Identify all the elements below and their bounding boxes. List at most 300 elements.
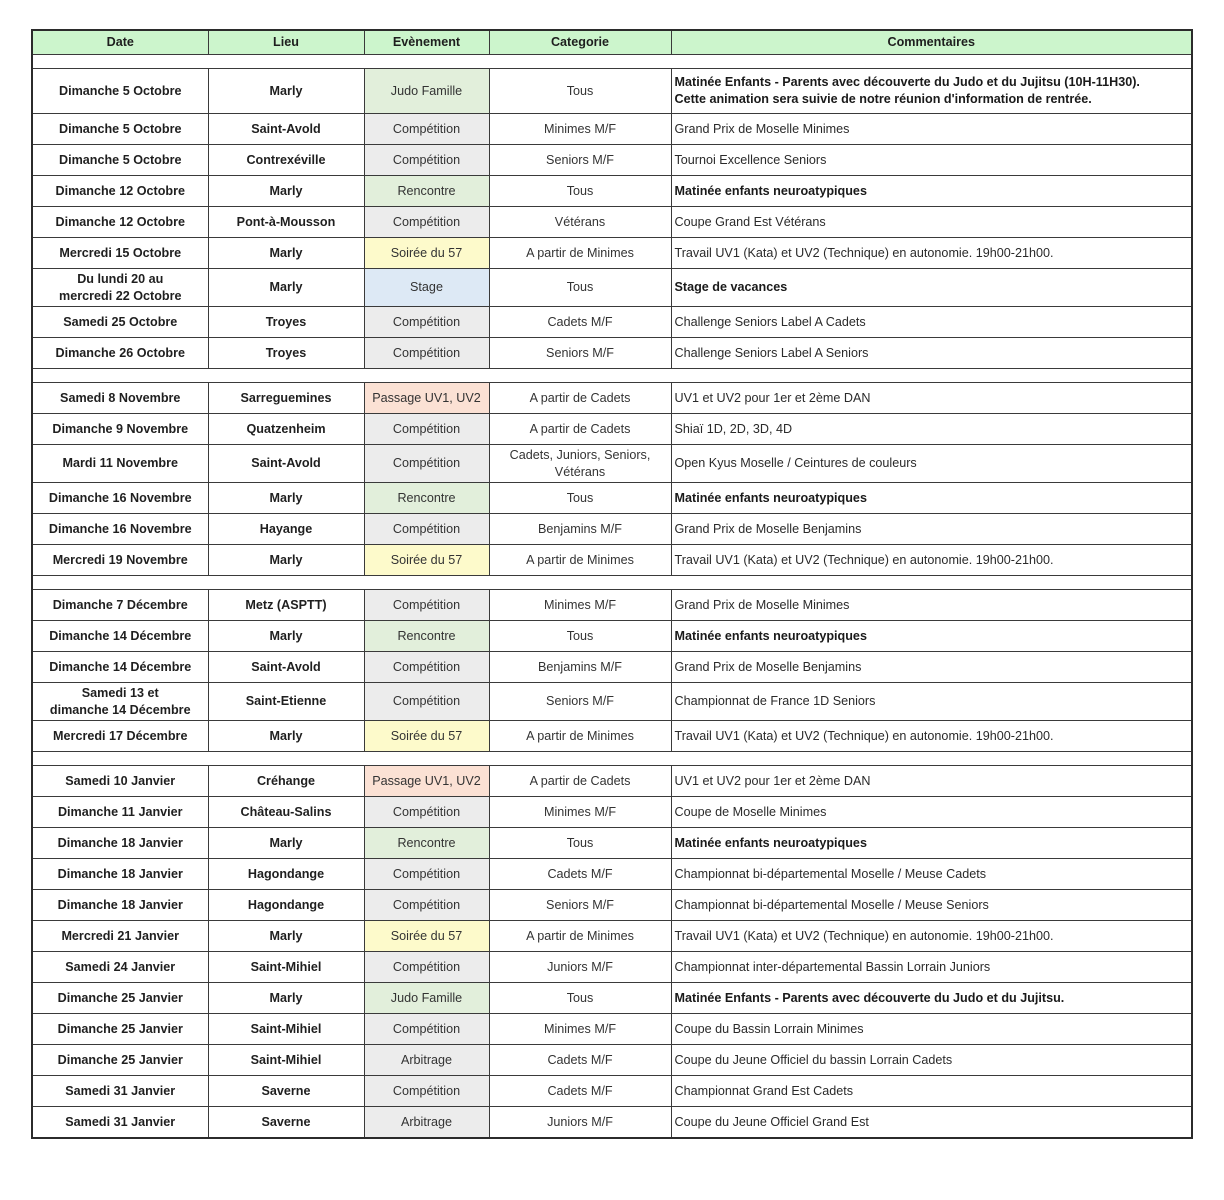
categorie-cell: [489, 721, 671, 752]
commentaire-text: Matinée enfants neuroatypiques: [674, 490, 867, 505]
categorie-cell: [489, 307, 671, 338]
categorie-text: Vétérans: [554, 214, 606, 229]
event-type-text: Rencontre: [397, 628, 456, 643]
lieu-cell: [208, 114, 364, 145]
categorie-cell: [489, 514, 671, 545]
event-type-text: Compétition: [392, 314, 461, 329]
date-text: Dimanche 7 Décembre: [52, 597, 188, 612]
lieu-text: Hagondange: [247, 897, 325, 912]
lieu-cell: [208, 483, 364, 514]
table-row: [32, 338, 1192, 369]
categorie-text: A partir de Minimes: [526, 728, 634, 743]
section-separator: [32, 55, 1192, 69]
commentaire-cell: [671, 652, 1192, 683]
commentaire-cell: [671, 766, 1192, 797]
lieu-cell: [208, 683, 364, 721]
date-cell: [32, 238, 208, 269]
date-text: Dimanche 16 Novembre: [48, 521, 192, 536]
table-row: [32, 590, 1192, 621]
commentaire-text: Coupe du Jeune Officiel du bassin Lorrain Cadets: [674, 1052, 953, 1067]
header-row: [32, 30, 1192, 55]
lieu-cell: [208, 207, 364, 238]
categorie-cell: [489, 114, 671, 145]
categorie-text: Minimes M/F: [543, 1021, 617, 1036]
lieu-text: Saverne: [261, 1114, 311, 1129]
event-type-cell: [364, 983, 489, 1014]
date-text: Dimanche 18 Janvier: [57, 897, 183, 912]
event-type-text: Passage UV1, UV2: [372, 773, 481, 788]
lieu-text: Pont-à-Mousson: [236, 214, 336, 229]
commentaire-text: Grand Prix de Moselle Minimes: [674, 121, 850, 136]
categorie-cell: [489, 414, 671, 445]
table-row: [32, 483, 1192, 514]
lieu-text: Marly: [269, 990, 303, 1005]
date-text: Samedi 25 Octobre: [63, 314, 178, 329]
categorie-text: Benjamins M/F: [538, 659, 622, 674]
commentaire-text: Coupe de Moselle Minimes: [674, 804, 827, 819]
event-type-text: Compétition: [392, 1021, 461, 1036]
categorie-text: Tous: [566, 835, 594, 850]
date-text: Dimanche 5 Octobre: [59, 83, 182, 98]
date-cell: [32, 69, 208, 114]
table-row: [32, 983, 1192, 1014]
lieu-cell: [208, 797, 364, 828]
date-cell: [32, 983, 208, 1014]
event-type-text: Passage UV1, UV2: [372, 390, 481, 405]
event-type-cell: [364, 797, 489, 828]
date-text: Dimanche 14 Décembre: [49, 659, 192, 674]
lieu-text: Marly: [269, 245, 303, 260]
categorie-text: Minimes M/F: [543, 804, 617, 819]
categorie-cell: [489, 921, 671, 952]
date-text: Samedi 24 Janvier: [65, 959, 176, 974]
date-cell: [32, 797, 208, 828]
lieu-cell: [208, 414, 364, 445]
lieu-text: Saint-Mihiel: [250, 1021, 322, 1036]
lieu-cell: [208, 1107, 364, 1139]
lieu-text: Saint-Mihiel: [250, 1052, 322, 1067]
categorie-text: Tous: [566, 990, 594, 1005]
table-row: [32, 69, 1192, 114]
categorie-cell: [489, 145, 671, 176]
commentaire-text-line2: Cette animation sera suivie de notre réunion d'information de rentrée.: [674, 92, 1092, 106]
lieu-cell: [208, 890, 364, 921]
event-type-cell: [364, 721, 489, 752]
lieu-text: Hayange: [259, 521, 313, 536]
commentaire-cell: [671, 797, 1192, 828]
commentaire-cell: [671, 828, 1192, 859]
commentaire-text: Challenge Seniors Label A Cadets: [674, 314, 866, 329]
lieu-text: Marly: [269, 280, 303, 294]
table-row: [32, 921, 1192, 952]
date-text: Du lundi 20 au: [77, 271, 164, 286]
event-type-cell: [364, 269, 489, 307]
event-type-cell: [364, 859, 489, 890]
event-type-cell: [364, 383, 489, 414]
commentaire-cell: [671, 590, 1192, 621]
date-cell: [32, 383, 208, 414]
categorie-text: Cadets M/F: [547, 1083, 613, 1098]
lieu-cell: [208, 238, 364, 269]
commentaire-text: Grand Prix de Moselle Benjamins: [674, 521, 862, 536]
header-lieu: Lieu: [208, 30, 364, 55]
date-text: Dimanche 18 Janvier: [57, 835, 183, 850]
date-cell: [32, 621, 208, 652]
categorie-cell: [489, 590, 671, 621]
lieu-cell: [208, 269, 364, 307]
categorie-cell: [489, 1014, 671, 1045]
date-cell: [32, 1045, 208, 1076]
table-row: [32, 859, 1192, 890]
lieu-text: Saint-Avold: [251, 456, 321, 470]
commentaire-cell: [671, 983, 1192, 1014]
categorie-text: Tous: [566, 628, 594, 643]
lieu-cell: [208, 1014, 364, 1045]
lieu-text: Quatzenheim: [246, 421, 326, 436]
date-cell: [32, 514, 208, 545]
date-text: Samedi 13 et: [81, 685, 159, 700]
date-text: Mercredi 17 Décembre: [53, 728, 188, 743]
lieu-text: Saint-Etienne: [245, 694, 327, 708]
lieu-cell: [208, 652, 364, 683]
commentaire-text: Coupe Grand Est Vétérans: [674, 214, 826, 229]
commentaire-cell: [671, 921, 1192, 952]
categorie-text: Seniors M/F: [546, 897, 614, 912]
event-type-text: Rencontre: [397, 183, 456, 198]
commentaire-text: Championnat de France 1D Seniors: [674, 694, 876, 708]
commentaire-text: Matinée Enfants - Parents avec découverte du Judo et du Jujitsu (10H-11H30).: [674, 75, 1140, 89]
categorie-cell: [489, 828, 671, 859]
date-cell: [32, 683, 208, 721]
event-type-cell: [364, 1014, 489, 1045]
event-type-text: Compétition: [392, 866, 461, 881]
event-type-cell: [364, 652, 489, 683]
event-type-text: Soirée du 57: [390, 728, 463, 743]
event-type-text: Compétition: [392, 214, 461, 229]
date-cell: [32, 828, 208, 859]
date-cell: [32, 483, 208, 514]
commentaire-text: Challenge Seniors Label A Seniors: [674, 345, 869, 360]
categorie-cell: [489, 1045, 671, 1076]
event-type-cell: [364, 1107, 489, 1139]
event-type-text: Compétition: [392, 897, 461, 912]
separator-cell: [32, 576, 1192, 590]
table-row: [32, 766, 1192, 797]
date-cell: [32, 176, 208, 207]
categorie-cell: [489, 207, 671, 238]
date-cell: [32, 1076, 208, 1107]
lieu-cell: [208, 69, 364, 114]
commentaire-cell: [671, 307, 1192, 338]
table-row: [32, 545, 1192, 576]
lieu-text: Troyes: [265, 314, 307, 329]
commentaire-text: UV1 et UV2 pour 1er et 2ème DAN: [674, 390, 871, 405]
categorie-text: A partir de Minimes: [526, 552, 634, 567]
date-text: Dimanche 5 Octobre: [59, 121, 182, 136]
date-text: Dimanche 25 Janvier: [57, 990, 183, 1005]
table-row: [32, 952, 1192, 983]
lieu-text: Marly: [269, 835, 303, 850]
event-type-text: Compétition: [392, 152, 461, 167]
categorie-text: Minimes M/F: [543, 597, 617, 612]
date-text: Mercredi 15 Octobre: [59, 245, 182, 260]
date-cell: [32, 766, 208, 797]
lieu-text: Hagondange: [247, 866, 325, 881]
date-text: Mercredi 19 Novembre: [52, 552, 188, 567]
commentaire-cell: [671, 338, 1192, 369]
event-type-text: Rencontre: [397, 835, 456, 850]
commentaire-text: Grand Prix de Moselle Minimes: [674, 597, 850, 612]
lieu-cell: [208, 1045, 364, 1076]
date-text: Dimanche 12 Octobre: [55, 214, 185, 229]
categorie-cell: [489, 545, 671, 576]
date-text: Dimanche 18 Janvier: [57, 866, 183, 881]
commentaire-text: UV1 et UV2 pour 1er et 2ème DAN: [674, 773, 871, 788]
event-type-cell: [364, 1045, 489, 1076]
lieu-text: Marly: [269, 628, 303, 643]
date-cell: [32, 414, 208, 445]
categorie-text: Cadets M/F: [547, 866, 613, 881]
categorie-text: A partir de Cadets: [529, 773, 631, 788]
commentaire-cell: [671, 1045, 1192, 1076]
event-type-cell: [364, 890, 489, 921]
date-cell: [32, 269, 208, 307]
commentaire-cell: [671, 545, 1192, 576]
commentaire-text: Grand Prix de Moselle Benjamins: [674, 659, 862, 674]
header-categorie: Categorie: [489, 30, 671, 55]
categorie-text: Seniors M/F: [546, 345, 614, 360]
commentaire-text: Matinée enfants neuroatypiques: [674, 835, 867, 850]
lieu-text: Saint-Avold: [251, 659, 321, 674]
categorie-text: A partir de Minimes: [526, 245, 634, 260]
categorie-text-line2: Vétérans: [554, 464, 606, 479]
event-type-text: Compétition: [392, 421, 461, 436]
event-type-cell: [364, 766, 489, 797]
table-row: [32, 683, 1192, 721]
categorie-cell: [489, 176, 671, 207]
table-row: [32, 269, 1192, 307]
table-row: [32, 1014, 1192, 1045]
commentaire-cell: [671, 176, 1192, 207]
categorie-text: Juniors M/F: [547, 1114, 613, 1129]
event-type-text: Stage: [410, 280, 443, 294]
date-text: Dimanche 12 Octobre: [55, 183, 185, 198]
date-text: Dimanche 16 Novembre: [48, 490, 192, 505]
event-type-cell: [364, 514, 489, 545]
date-cell: [32, 1107, 208, 1139]
event-type-cell: [364, 338, 489, 369]
lieu-cell: [208, 145, 364, 176]
table-row: [32, 307, 1192, 338]
commentaire-text: Travail UV1 (Kata) et UV2 (Technique) en autonomie. 19h00-21h00.: [674, 728, 1054, 743]
commentaire-cell: [671, 1076, 1192, 1107]
date-text: Dimanche 14 Décembre: [49, 628, 192, 643]
commentaire-text: Matinée Enfants - Parents avec découverte du Judo et du Jujitsu.: [674, 990, 1065, 1005]
date-cell: [32, 445, 208, 483]
lieu-text: Château-Salins: [240, 804, 332, 819]
commentaire-cell: [671, 1107, 1192, 1139]
categorie-cell: [489, 69, 671, 114]
date-text: Samedi 31 Janvier: [65, 1114, 176, 1129]
event-type-cell: [364, 590, 489, 621]
date-cell: [32, 859, 208, 890]
categorie-text: Minimes M/F: [543, 121, 617, 136]
commentaire-cell: [671, 514, 1192, 545]
lieu-cell: [208, 176, 364, 207]
event-type-cell: [364, 483, 489, 514]
lieu-cell: [208, 338, 364, 369]
lieu-text: Metz (ASPTT): [245, 597, 327, 612]
categorie-text: Tous: [566, 183, 594, 198]
commentaire-cell: [671, 483, 1192, 514]
date-cell: [32, 338, 208, 369]
date-text: Samedi 31 Janvier: [65, 1083, 176, 1098]
commentaire-text: Travail UV1 (Kata) et UV2 (Technique) en autonomie. 19h00-21h00.: [674, 928, 1054, 943]
commentaire-text: Stage de vacances: [674, 280, 788, 294]
event-type-text: Compétition: [392, 345, 461, 360]
event-type-cell: [364, 238, 489, 269]
categorie-text: A partir de Cadets: [529, 390, 631, 405]
categorie-text: Tous: [566, 490, 594, 505]
lieu-cell: [208, 514, 364, 545]
lieu-cell: [208, 307, 364, 338]
event-type-text: Compétition: [392, 804, 461, 819]
lieu-cell: [208, 445, 364, 483]
event-type-text: Judo Famille: [390, 990, 463, 1005]
lieu-cell: [208, 952, 364, 983]
categorie-cell: [489, 652, 671, 683]
lieu-cell: [208, 828, 364, 859]
event-type-text: Rencontre: [397, 490, 456, 505]
event-type-cell: [364, 621, 489, 652]
event-type-text: Compétition: [392, 659, 461, 674]
event-type-text: Compétition: [392, 456, 461, 470]
event-type-cell: [364, 921, 489, 952]
event-type-cell: [364, 445, 489, 483]
categorie-text: Cadets M/F: [547, 314, 613, 329]
date-cell: [32, 145, 208, 176]
categorie-cell: [489, 859, 671, 890]
lieu-text: Contrexéville: [246, 152, 326, 167]
event-type-cell: [364, 828, 489, 859]
event-type-cell: [364, 1076, 489, 1107]
date-text: Samedi 10 Janvier: [65, 773, 176, 788]
date-cell: [32, 114, 208, 145]
commentaire-cell: [671, 207, 1192, 238]
lieu-cell: [208, 545, 364, 576]
separator-cell: [32, 369, 1192, 383]
date-text: Mercredi 21 Janvier: [61, 928, 180, 943]
table-row: [32, 445, 1192, 483]
date-cell: [32, 1014, 208, 1045]
event-type-cell: [364, 414, 489, 445]
commentaire-cell: [671, 114, 1192, 145]
date-cell: [32, 890, 208, 921]
date-text: Mardi 11 Novembre: [62, 456, 178, 470]
date-cell: [32, 207, 208, 238]
lieu-text: Marly: [269, 83, 303, 98]
commentaire-text: Open Kyus Moselle / Ceintures de couleurs: [674, 456, 917, 470]
event-type-text: Compétition: [392, 597, 461, 612]
table-row: [32, 114, 1192, 145]
categorie-text: Benjamins M/F: [538, 521, 622, 536]
table-row: [32, 414, 1192, 445]
event-type-cell: [364, 683, 489, 721]
categorie-cell: [489, 890, 671, 921]
date-text: Dimanche 11 Janvier: [57, 804, 183, 819]
date-cell: [32, 590, 208, 621]
lieu-text: Marly: [269, 490, 303, 505]
table-row: [32, 145, 1192, 176]
event-type-text: Soirée du 57: [390, 245, 463, 260]
commentaire-text: Championnat inter-départemental Bassin Lorrain Juniors: [674, 959, 991, 974]
commentaire-cell: [671, 445, 1192, 483]
categorie-text: Seniors M/F: [546, 694, 614, 708]
table-row: [32, 383, 1192, 414]
categorie-cell: [489, 445, 671, 483]
date-text-line2: mercredi 22 Octobre: [59, 288, 182, 303]
header-evenement: Evènement: [364, 30, 489, 55]
event-type-cell: [364, 307, 489, 338]
date-text: Dimanche 5 Octobre: [59, 152, 182, 167]
event-type-cell: [364, 952, 489, 983]
categorie-cell: [489, 338, 671, 369]
event-type-text: Compétition: [392, 121, 461, 136]
lieu-text: Saint-Mihiel: [250, 959, 322, 974]
commentaire-cell: [671, 1014, 1192, 1045]
event-type-text: Compétition: [392, 694, 461, 708]
event-type-text: Judo Famille: [390, 83, 463, 98]
commentaire-cell: [671, 721, 1192, 752]
event-type-text: Compétition: [392, 959, 461, 974]
event-type-cell: [364, 145, 489, 176]
separator-cell: [32, 55, 1192, 69]
categorie-text: A partir de Cadets: [529, 421, 631, 436]
commentaire-text: Matinée enfants neuroatypiques: [674, 628, 867, 643]
categorie-cell: [489, 1107, 671, 1139]
event-type-cell: [364, 545, 489, 576]
categorie-cell: [489, 269, 671, 307]
event-type-text: Compétition: [392, 521, 461, 536]
date-text-line2: dimanche 14 Décembre: [49, 702, 191, 717]
lieu-cell: [208, 859, 364, 890]
table-row: [32, 1045, 1192, 1076]
categorie-cell: [489, 238, 671, 269]
date-text: Dimanche 25 Janvier: [57, 1021, 183, 1036]
lieu-cell: [208, 983, 364, 1014]
table-row: [32, 890, 1192, 921]
categorie-cell: [489, 483, 671, 514]
lieu-text: Marly: [269, 183, 303, 198]
date-cell: [32, 952, 208, 983]
date-text: Samedi 8 Novembre: [60, 390, 181, 405]
date-cell: [32, 652, 208, 683]
table-row: [32, 176, 1192, 207]
lieu-cell: [208, 383, 364, 414]
categorie-cell: [489, 1076, 671, 1107]
section-separator: [32, 576, 1192, 590]
commentaire-cell: [671, 683, 1192, 721]
categorie-text: Juniors M/F: [547, 959, 613, 974]
categorie-cell: [489, 683, 671, 721]
lieu-cell: [208, 590, 364, 621]
event-type-cell: [364, 69, 489, 114]
lieu-cell: [208, 721, 364, 752]
table-row: [32, 621, 1192, 652]
event-type-cell: [364, 207, 489, 238]
date-cell: [32, 721, 208, 752]
categorie-text: Tous: [566, 280, 594, 294]
